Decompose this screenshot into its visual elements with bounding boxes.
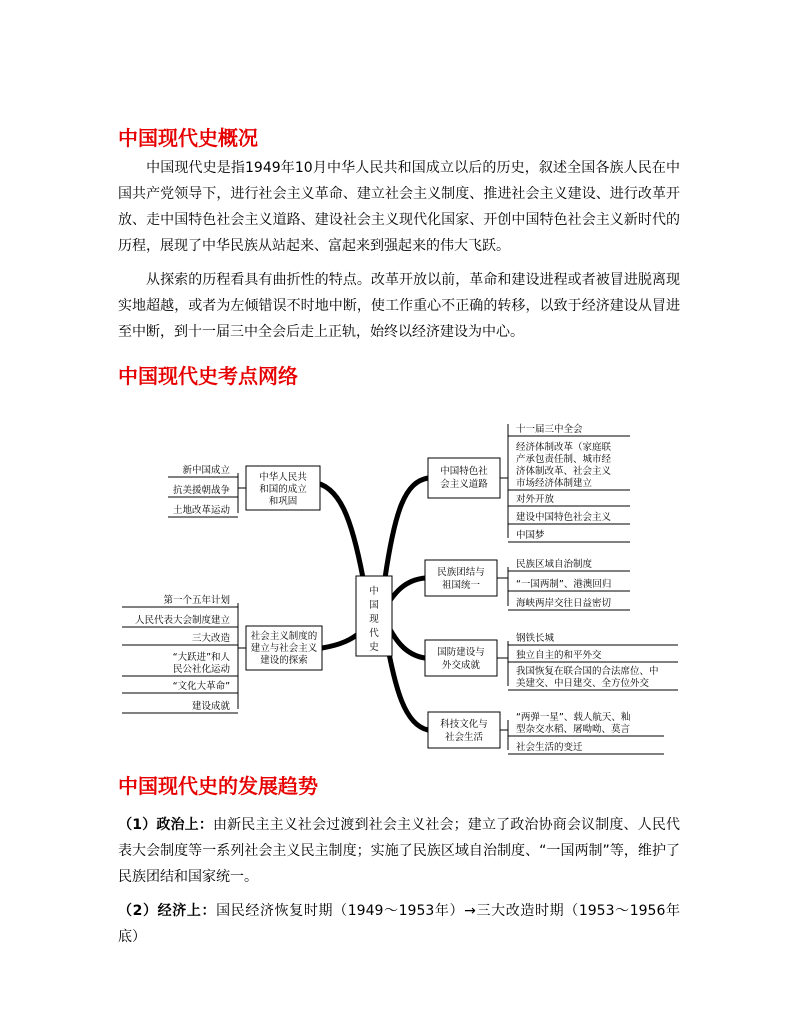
right1-leaf: 对外开放	[516, 494, 555, 505]
trend-paragraph-1	[118, 812, 680, 890]
right1-leaf: 市场经济体制建立	[516, 478, 593, 489]
center-node-char: 现	[369, 614, 379, 625]
right3-leaf: 我国恢复在联合国的合法席位、中	[516, 666, 659, 677]
left2-leaf: 建设成就	[191, 701, 230, 712]
right3-leaf: 独立自主的和平外交	[516, 650, 602, 661]
right1-leaf: 济体制改革、社会主义	[516, 466, 612, 477]
left1-node-label: 和巩固	[268, 496, 298, 507]
section-title-network: 中国现代史考点网络	[118, 364, 298, 388]
right4-node-label: 社会生活	[444, 732, 484, 743]
left1-leaf: 抗美援朝战争	[172, 485, 230, 496]
right1-leaf: 十一届三中全会	[516, 424, 583, 435]
right1-leaf: 经济体制改革（家庭联	[516, 442, 612, 453]
left2-bracket	[238, 603, 246, 709]
left2-leaf: “大跃进”和人	[172, 652, 230, 663]
left1-node-label: 和国的成立	[259, 484, 307, 495]
right1-leaf: 中国梦	[516, 530, 545, 541]
right1-leaf: 产承包责任制、城市经	[516, 454, 612, 465]
section-title-overview: 中国现代史概况	[118, 126, 258, 150]
connector-right1	[385, 478, 428, 578]
right4-leaf: 社会生活的变迁	[516, 742, 583, 753]
right1-node-label: 中国特色社	[440, 466, 488, 477]
right1-node-box	[428, 458, 500, 498]
center-node-char: 代	[369, 628, 379, 639]
center-node-char: 中	[369, 586, 379, 597]
left1-node-label: 中华人民共	[259, 472, 307, 483]
left1-leaf: 土地改革运动	[172, 505, 230, 516]
trend-2-keyword: 经济上：	[157, 903, 217, 919]
left2-node-label: 社会主义制度的	[250, 631, 318, 642]
trend-paragraph-2	[118, 898, 680, 950]
right2-leaf: 海峡两岸交往日益密切	[516, 598, 612, 609]
right2-bracket	[497, 567, 508, 606]
right4-leaf: “两弹一星”、载人航天、籼	[516, 712, 631, 723]
right1-node-label: 会主义道路	[440, 479, 488, 490]
right3-node-label: 国防建设与	[437, 647, 485, 658]
left1-bracket	[238, 473, 246, 513]
overview-paragraph-1-text: 中国现代史是指1949年10月中华人民共和国成立以后的历史，叙述全国各族人民在中国共产党领导下，进行社会主义革命、建立社会主义制度、推进社会主义建设、进行改革开放、走中国特色社会主义道路、建设社会主义现代化国家、开创中国特色社会主义新时代的历程，展现了中华民族从站起来、富起来到强起来的伟大飞跃。	[118, 160, 680, 254]
right4-node-label: 科技文化与	[440, 719, 488, 730]
right2-node-label: 民族团结与	[437, 567, 485, 578]
right1-bracket	[500, 424, 508, 538]
trend-1-keyword: 政治上：	[156, 817, 213, 833]
left1-leaf: 新中国成立	[182, 465, 230, 476]
right3-leaf: 钢铁长城	[516, 633, 555, 644]
right4-bracket	[500, 720, 508, 750]
trend-1-number: （1）	[118, 817, 157, 833]
left2-leaf: 民公社化运动	[172, 664, 230, 675]
right2-leaf: “一国两制”、港澳回归	[516, 579, 612, 590]
right3-bracket	[497, 641, 508, 686]
right2-leaf: 民族区域自治制度	[516, 559, 593, 570]
right3-node-label: 外交成就	[441, 660, 481, 671]
center-node-char: 国	[369, 600, 379, 611]
left2-leaf: 三大改造	[191, 633, 230, 644]
right4-leaf: 型杂交水稻、屠呦呦、莫言	[516, 724, 631, 735]
left2-node-label: 建立与社会主义	[250, 643, 318, 654]
right2-node-label: 祖国统一	[441, 580, 481, 591]
trend-2-text: 国民经济恢复时期（1949～1953年）→三大改造时期（1953～1956年底）	[118, 903, 680, 945]
center-node-char: 史	[369, 642, 379, 653]
trend-1-text: 由新民主主义社会过渡到社会主义社会；建立了政治协商会议制度、人民代表大会制度等一系列社会主义民主制度；实施了民族区域自治制度、“一国两制”等，维护了民族团结和国家统一。	[118, 817, 680, 885]
trend-2-number: （2）	[118, 903, 158, 919]
left2-leaf: “文化大革命”	[172, 681, 230, 692]
right3-leaf: 美建交、中日建交、全方位外交	[516, 678, 650, 689]
left2-leaf: 第一个五年计划	[163, 595, 230, 606]
section-title-trend: 中国现代史的发展趋势	[118, 774, 318, 798]
left2-node-label: 建设的探索	[260, 655, 308, 666]
overview-paragraph-2-text: 从探索的历程看具有曲折性的特点。改革开放以前，革命和建设进程或者被冒进脱离现实地超越，或者为左倾错误不时地中断，使工作重心不正确的转移，以致于经济建设从冒进至中断，到十一届三中全会后走上正轨，始终以经济建设为中心。	[118, 272, 680, 340]
left2-leaf: 人民代表大会制度建立	[134, 615, 230, 626]
right1-leaf: 建设中国特色社会主义	[516, 512, 612, 523]
